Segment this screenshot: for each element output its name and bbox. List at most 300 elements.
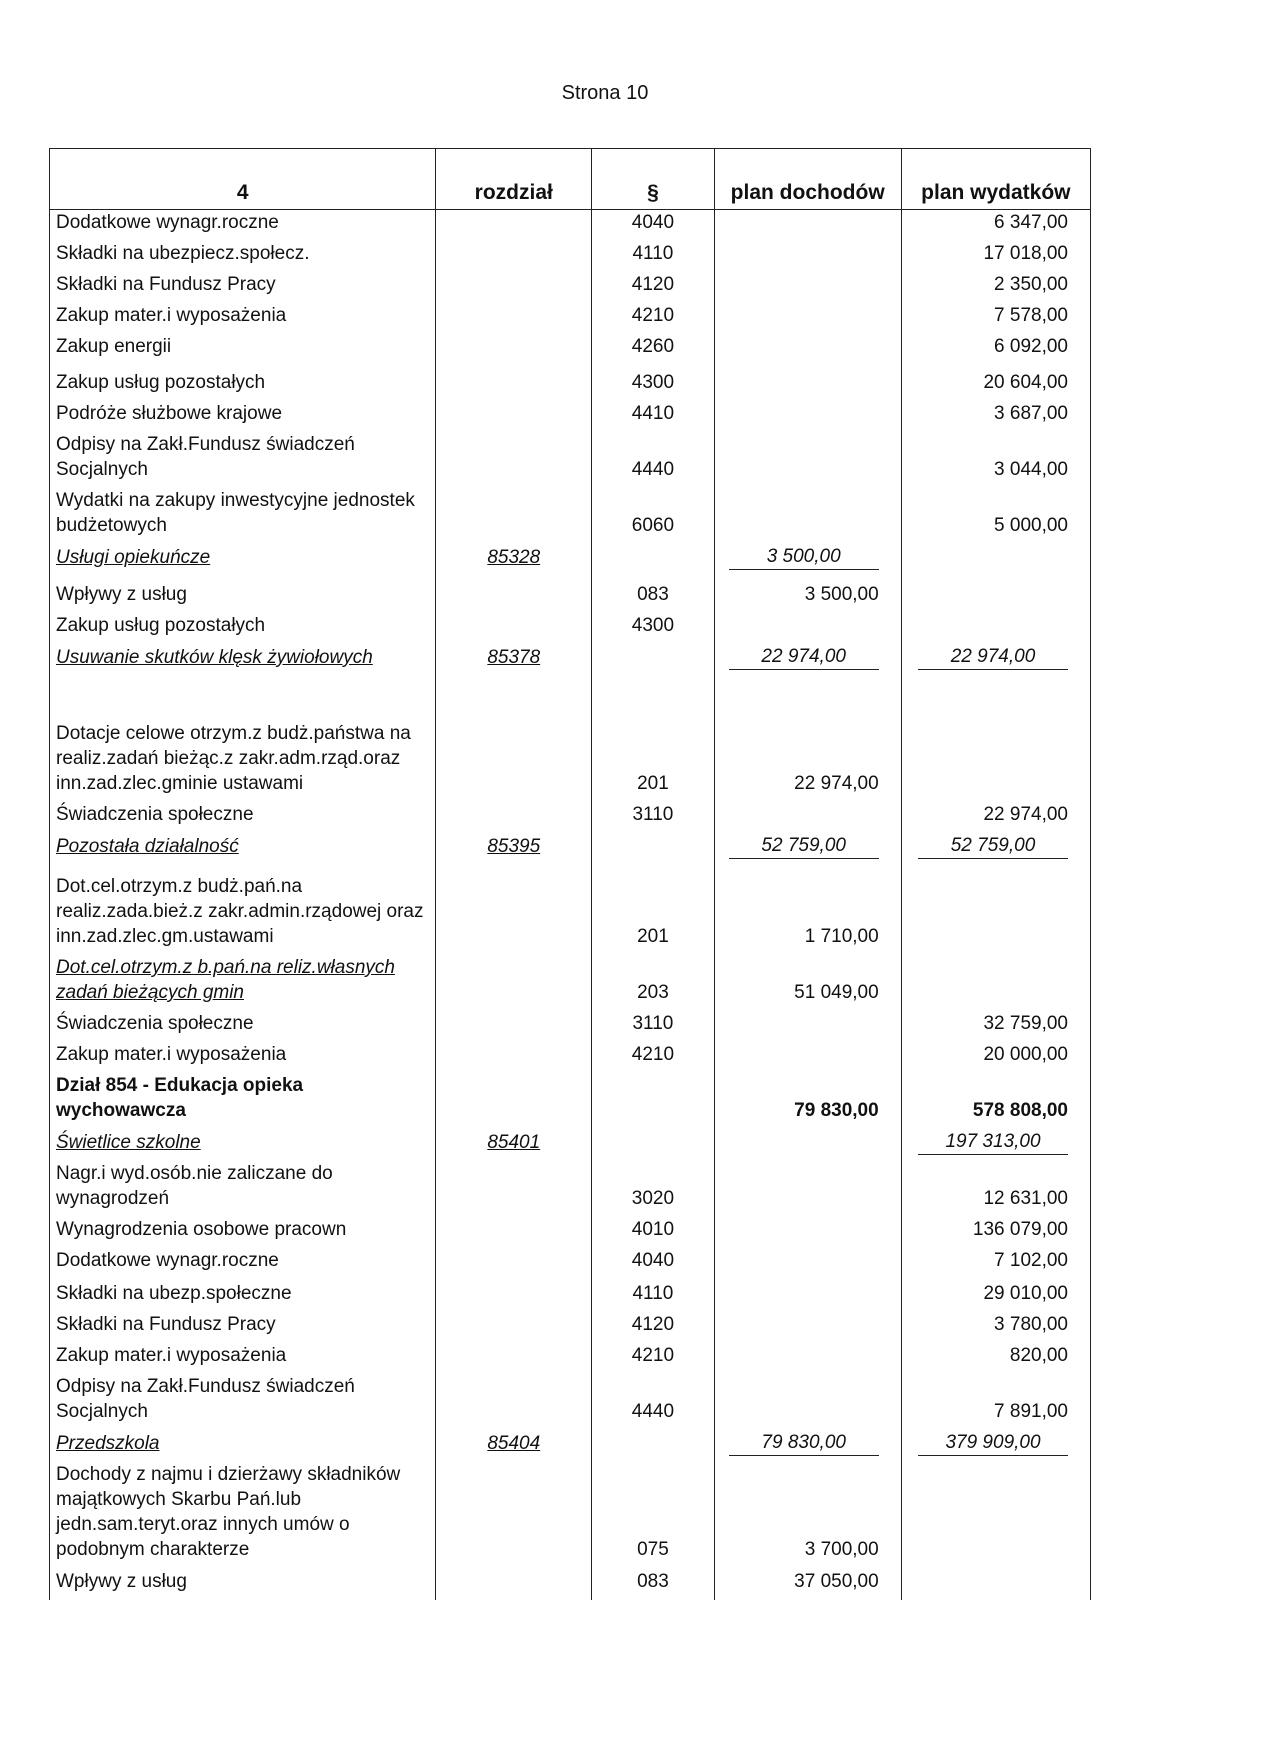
row-paragraph-cell: [592, 1343, 714, 1374]
row-rozdzial-cell-text: 85404: [487, 1433, 541, 1454]
table-row: [50, 544, 1091, 576]
row-plan-wydatkow-cell-text: 32 759,00: [983, 1013, 1068, 1034]
row-name-cell: [50, 802, 436, 833]
row-plan-wydatkow-cell-text: 379 909,00: [918, 1430, 1068, 1456]
row-rozdzial-cell: [436, 1042, 592, 1073]
budget-table: [49, 148, 1091, 1600]
row-plan-dochodow-cell: [714, 401, 901, 432]
row-plan-dochodow-cell: [714, 1430, 901, 1462]
row-plan-wydatkow-cell: [901, 955, 1090, 1011]
row-plan-dochodow-cell-text: 37 050,00: [794, 1571, 879, 1592]
row-paragraph-cell: [592, 210, 714, 242]
table-row: [50, 303, 1091, 334]
row-rozdzial-cell-text: 85401: [487, 1132, 541, 1153]
table-row: [50, 1430, 1091, 1462]
row-plan-dochodow-cell: [714, 1248, 901, 1279]
table-row: [50, 1248, 1091, 1279]
row-rozdzial-cell: [436, 1217, 592, 1248]
row-paragraph-cell: [592, 613, 714, 644]
row-plan-dochodow-cell: [714, 1374, 901, 1430]
table-row: [50, 1011, 1091, 1042]
row-plan-wydatkow-cell: [901, 544, 1090, 576]
row-name-cell-text: Zakup energii: [56, 336, 172, 357]
row-plan-wydatkow-cell: [901, 865, 1090, 955]
row-paragraph-cell: [592, 544, 714, 576]
row-name-cell: [50, 1073, 436, 1129]
row-plan-wydatkow-cell-text: 29 010,00: [983, 1283, 1068, 1304]
row-plan-wydatkow-cell: [901, 1462, 1090, 1568]
row-name-cell: [50, 241, 436, 272]
row-rozdzial-cell: [436, 488, 592, 544]
row-name-cell-text: Zakup usług pozostałych: [56, 615, 266, 636]
row-name-cell-text: Świadczenia społeczne: [56, 804, 254, 825]
row-plan-wydatkow-cell: [901, 613, 1090, 644]
row-plan-wydatkow-cell-text: 2 350,00: [994, 274, 1068, 295]
row-name-cell: [50, 1312, 436, 1343]
row-plan-wydatkow-cell-text: 3 044,00: [994, 459, 1068, 480]
row-rozdzial-cell: [436, 401, 592, 432]
row-plan-wydatkow-cell: [901, 334, 1090, 365]
table-row: [50, 334, 1091, 365]
row-plan-wydatkow-cell: [901, 1161, 1090, 1217]
row-name-cell-text: Wpływy z usług: [56, 1571, 187, 1592]
row-plan-wydatkow-cell-text: 5 000,00: [994, 515, 1068, 536]
row-name-cell: [50, 1343, 436, 1374]
row-name-cell: [50, 1462, 436, 1568]
row-rozdzial-cell: [436, 210, 592, 242]
row-plan-dochodow-cell: [714, 1011, 901, 1042]
row-name-cell: [50, 955, 436, 1011]
row-plan-wydatkow-cell-text: 17 018,00: [983, 243, 1068, 264]
row-name-cell: [50, 1279, 436, 1312]
row-name-cell-text: Podróże służbowe krajowe: [56, 403, 283, 424]
row-name-cell-text: Zakup mater.i wyposażenia: [56, 1044, 287, 1065]
row-plan-wydatkow-cell-text: 7 102,00: [994, 1250, 1068, 1271]
row-name-cell-text: Usługi opiekuńcze: [56, 547, 211, 568]
table-row: [50, 955, 1091, 1011]
row-paragraph-cell-text: 4440: [631, 459, 675, 480]
row-plan-wydatkow-cell: [901, 488, 1090, 544]
row-plan-dochodow-cell: [714, 365, 901, 401]
row-name-cell: [50, 613, 436, 644]
row-paragraph-cell: [592, 802, 714, 833]
row-name-cell-text: Odpisy na Zakł.Fundusz świadczeń Socjalnych: [56, 1376, 355, 1422]
row-name-cell: [50, 1430, 436, 1462]
row-plan-wydatkow-cell: [901, 1042, 1090, 1073]
row-rozdzial-cell: [436, 865, 592, 955]
row-name-cell-text: Dodatkowe wynagr.roczne: [56, 1250, 279, 1271]
row-plan-wydatkow-cell: [901, 1430, 1090, 1462]
header-paragraph: §: [592, 149, 714, 210]
row-paragraph-cell-text: 4210: [631, 1345, 675, 1366]
row-paragraph-cell-text: 4110: [632, 1283, 674, 1304]
row-plan-dochodow-cell: [714, 432, 901, 488]
row-plan-wydatkow-cell: [901, 1279, 1090, 1312]
row-rozdzial-cell: [436, 432, 592, 488]
row-rozdzial-cell: [436, 1279, 592, 1312]
row-paragraph-cell: [592, 1073, 714, 1129]
row-name-cell-text: Zakup mater.i wyposażenia: [56, 1345, 287, 1366]
row-paragraph-cell: [592, 1312, 714, 1343]
row-name-cell: [50, 272, 436, 303]
row-plan-dochodow-cell: [714, 303, 901, 334]
row-name-cell-text: Dział 854 - Edukacja opieka wychowawcza: [56, 1075, 304, 1121]
row-paragraph-cell: [592, 1374, 714, 1430]
row-plan-wydatkow-cell: [901, 644, 1090, 676]
table-row: [50, 865, 1091, 955]
row-name-cell-text: Świadczenia społeczne: [56, 1013, 254, 1034]
table-row: [50, 644, 1091, 676]
row-rozdzial-cell: [436, 1011, 592, 1042]
row-paragraph-cell: [592, 401, 714, 432]
row-plan-wydatkow-cell-text: 820,00: [1009, 1345, 1068, 1366]
table-row: [50, 613, 1091, 644]
row-plan-dochodow-cell: [714, 1568, 901, 1600]
row-rozdzial-cell: [436, 676, 592, 802]
row-paragraph-cell: [592, 1279, 714, 1312]
table-row: [50, 432, 1091, 488]
row-name-cell-text: Dot.cel.otrzym.z budż.pań.na realiz.zada.bież.z zakr.admin.rządowej oraz inn.zad.zlec.gm.ustawami: [56, 876, 424, 947]
row-paragraph-cell-text: 4210: [631, 305, 675, 326]
row-plan-wydatkow-cell-text: 6 092,00: [994, 336, 1068, 357]
row-plan-dochodow-cell: [714, 1312, 901, 1343]
table-row: [50, 1217, 1091, 1248]
row-paragraph-cell: [592, 1217, 714, 1248]
row-rozdzial-cell: [436, 1374, 592, 1430]
row-name-cell: [50, 1161, 436, 1217]
row-name-cell: [50, 1129, 436, 1161]
row-name-cell-text: Wydatki na zakupy inwestycyjne jednostek budżetowych: [56, 490, 415, 536]
row-plan-dochodow-cell-text: 79 830,00: [729, 1430, 879, 1456]
row-plan-dochodow-cell: [714, 1129, 901, 1161]
row-name-cell: [50, 210, 436, 242]
row-rozdzial-cell: [436, 303, 592, 334]
row-rozdzial-cell: [436, 1073, 592, 1129]
row-name-cell-text: Przedszkola: [56, 1433, 160, 1454]
header-rozdzial: rozdział: [436, 149, 592, 210]
row-plan-dochodow-cell-text: 3 700,00: [804, 1539, 879, 1560]
row-paragraph-cell-text: 3020: [631, 1188, 675, 1209]
row-paragraph-cell: [592, 488, 714, 544]
row-paragraph-cell-text: 4010: [631, 1219, 675, 1240]
row-paragraph-cell: [592, 865, 714, 955]
row-plan-dochodow-cell: [714, 210, 901, 242]
row-rozdzial-cell: [436, 576, 592, 613]
row-plan-wydatkow-cell: [901, 1343, 1090, 1374]
row-plan-wydatkow-cell: [901, 365, 1090, 401]
row-name-cell-text: Składki na Fundusz Pracy: [56, 1314, 276, 1335]
budget-table-container: [49, 148, 1091, 1600]
row-plan-wydatkow-cell: [901, 833, 1090, 865]
row-rozdzial-cell: [436, 1430, 592, 1462]
row-plan-wydatkow-cell-text: 197 313,00: [918, 1129, 1068, 1155]
table-row: [50, 676, 1091, 802]
row-paragraph-cell-text: 083: [637, 584, 669, 605]
table-row: [50, 365, 1091, 401]
row-name-cell: [50, 432, 436, 488]
row-plan-wydatkow-cell: [901, 1248, 1090, 1279]
row-rozdzial-cell: [436, 1129, 592, 1161]
row-name-cell: [50, 303, 436, 334]
row-plan-dochodow-cell-text: 51 049,00: [794, 982, 879, 1003]
row-paragraph-cell-text: 4440: [631, 1401, 675, 1422]
row-paragraph-cell: [592, 1129, 714, 1161]
row-paragraph-cell: [592, 576, 714, 613]
row-name-cell: [50, 644, 436, 676]
row-plan-dochodow-cell: [714, 1279, 901, 1312]
row-paragraph-cell: [592, 1462, 714, 1568]
row-name-cell: [50, 1011, 436, 1042]
row-plan-wydatkow-cell: [901, 1011, 1090, 1042]
row-paragraph-cell-text: 3110: [632, 1013, 674, 1034]
row-plan-wydatkow-cell: [901, 1217, 1090, 1248]
row-plan-wydatkow-cell-text: 52 759,00: [918, 833, 1068, 859]
row-paragraph-cell: [592, 1042, 714, 1073]
row-name-cell: [50, 1248, 436, 1279]
row-name-cell-text: Dochody z najmu i dzierżawy składników majątkowych Skarbu Pań.lub jedn.sam.teryt.oraz innych umów o podobnym charakterze: [56, 1464, 401, 1560]
row-paragraph-cell: [592, 241, 714, 272]
row-name-cell-text: Usuwanie skutków klęsk żywiołowych: [56, 647, 373, 668]
row-paragraph-cell-text: 201: [637, 926, 669, 947]
row-rozdzial-cell: [436, 544, 592, 576]
row-plan-dochodow-cell: [714, 613, 901, 644]
row-plan-wydatkow-cell-text: 136 079,00: [972, 1219, 1068, 1240]
row-name-cell-text: Wynagrodzenia osobowe pracown: [56, 1219, 347, 1240]
row-name-cell: [50, 401, 436, 432]
row-rozdzial-cell: [436, 272, 592, 303]
row-paragraph-cell: [592, 833, 714, 865]
table-body: [50, 210, 1091, 1601]
row-name-cell: [50, 676, 436, 802]
row-plan-dochodow-cell: [714, 241, 901, 272]
row-plan-dochodow-cell-text: 22 974,00: [729, 644, 879, 670]
page-title: Strona 10: [561, 82, 649, 104]
table-row: [50, 1129, 1091, 1161]
row-name-cell-text: Nagr.i wyd.osób.nie zaliczane do wynagrodzeń: [56, 1163, 333, 1209]
row-plan-dochodow-cell-text: 3 500,00: [804, 584, 879, 605]
row-plan-dochodow-cell: [714, 1161, 901, 1217]
row-name-cell: [50, 576, 436, 613]
row-paragraph-cell-text: 4110: [632, 243, 674, 264]
table-row: [50, 1462, 1091, 1568]
row-plan-dochodow-cell: [714, 833, 901, 865]
row-name-cell: [50, 365, 436, 401]
row-plan-dochodow-cell: [714, 676, 901, 802]
row-plan-dochodow-cell: [714, 644, 901, 676]
row-plan-dochodow-cell: [714, 488, 901, 544]
row-paragraph-cell-text: 4120: [631, 1314, 675, 1335]
row-plan-dochodow-cell: [714, 576, 901, 613]
row-rozdzial-cell: [436, 1462, 592, 1568]
row-rozdzial-cell: [436, 613, 592, 644]
row-plan-wydatkow-cell-text: 3 687,00: [994, 403, 1068, 424]
row-plan-wydatkow-cell: [901, 1129, 1090, 1161]
row-plan-wydatkow-cell: [901, 432, 1090, 488]
row-plan-wydatkow-cell-text: 20 000,00: [983, 1044, 1068, 1065]
row-name-cell-text: Zakup usług pozostałych: [56, 372, 266, 393]
row-paragraph-cell: [592, 365, 714, 401]
row-plan-dochodow-cell: [714, 1343, 901, 1374]
row-rozdzial-cell: [436, 955, 592, 1011]
row-rozdzial-cell: [436, 1568, 592, 1600]
row-paragraph-cell-text: 4040: [631, 1250, 675, 1271]
row-plan-dochodow-cell-text: 1 710,00: [804, 926, 879, 947]
table-row: [50, 210, 1091, 242]
row-plan-wydatkow-cell-text: 7 891,00: [994, 1401, 1068, 1422]
row-name-cell: [50, 833, 436, 865]
row-name-cell-text: Dotacje celowe otrzym.z budż.państwa na realiz.zadań bieżąc.z zakr.adm.rząd.oraz inn.zad.zlec.gminie ustawami: [56, 723, 411, 794]
row-paragraph-cell-text: 4260: [631, 336, 675, 357]
table-row: [50, 802, 1091, 833]
table-row: [50, 1568, 1091, 1600]
header-plan-dochodow: plan dochodów: [714, 149, 901, 210]
row-plan-wydatkow-cell-text: 578 808,00: [972, 1100, 1068, 1121]
row-rozdzial-cell: [436, 365, 592, 401]
row-name-cell-text: Składki na Fundusz Pracy: [56, 274, 276, 295]
row-plan-dochodow-cell: [714, 1462, 901, 1568]
row-plan-dochodow-cell: [714, 1217, 901, 1248]
row-paragraph-cell-text: 4210: [631, 1044, 675, 1065]
table-row: [50, 1312, 1091, 1343]
row-plan-dochodow-cell: [714, 802, 901, 833]
row-paragraph-cell-text: 4410: [631, 403, 675, 424]
row-rozdzial-cell: [436, 644, 592, 676]
row-name-cell-text: Dot.cel.otrzym.z b.pań.na reliz.własnych zadań bieżących gmin: [56, 957, 395, 1003]
row-plan-dochodow-cell-text: 3 500,00: [729, 544, 879, 570]
row-rozdzial-cell: [436, 1248, 592, 1279]
row-plan-dochodow-cell: [714, 955, 901, 1011]
header-plan-wydatkow: plan wydatków: [901, 149, 1090, 210]
row-paragraph-cell-text: 3110: [632, 804, 674, 825]
row-rozdzial-cell-text: 85395: [487, 836, 541, 857]
row-paragraph-cell: [592, 334, 714, 365]
row-plan-wydatkow-cell-text: 22 974,00: [983, 804, 1068, 825]
row-plan-dochodow-cell-text: 79 830,00: [794, 1100, 879, 1121]
table-header-row: [50, 149, 1091, 210]
table-row: [50, 1374, 1091, 1430]
row-paragraph-cell: [592, 1568, 714, 1600]
row-paragraph-cell: [592, 955, 714, 1011]
row-rozdzial-cell: [436, 1343, 592, 1374]
row-paragraph-cell-text: 4300: [631, 372, 675, 393]
row-paragraph-cell: [592, 1248, 714, 1279]
row-name-cell: [50, 1042, 436, 1073]
row-plan-dochodow-cell: [714, 1073, 901, 1129]
row-plan-wydatkow-cell: [901, 676, 1090, 802]
row-plan-dochodow-cell: [714, 865, 901, 955]
table-row: [50, 1343, 1091, 1374]
row-plan-wydatkow-cell: [901, 1073, 1090, 1129]
row-plan-wydatkow-cell-text: 6 347,00: [994, 212, 1068, 233]
row-rozdzial-cell: [436, 241, 592, 272]
row-paragraph-cell-text: 6060: [631, 515, 675, 536]
row-rozdzial-cell: [436, 1161, 592, 1217]
row-plan-wydatkow-cell-text: 20 604,00: [983, 372, 1068, 393]
row-plan-dochodow-cell: [714, 544, 901, 576]
row-paragraph-cell: [592, 1161, 714, 1217]
row-plan-wydatkow-cell-text: 12 631,00: [983, 1188, 1068, 1209]
row-name-cell-text: Składki na ubezp.społeczne: [56, 1283, 292, 1304]
row-paragraph-cell: [592, 272, 714, 303]
table-row: [50, 1073, 1091, 1129]
row-plan-wydatkow-cell: [901, 576, 1090, 613]
table-row: [50, 272, 1091, 303]
row-name-cell: [50, 488, 436, 544]
row-paragraph-cell: [592, 644, 714, 676]
row-name-cell-text: Pozostała działalność: [56, 836, 239, 857]
row-paragraph-cell-text: 4040: [631, 212, 675, 233]
row-paragraph-cell-text: 075: [637, 1539, 669, 1560]
row-rozdzial-cell: [436, 1312, 592, 1343]
row-paragraph-cell: [592, 303, 714, 334]
table-row: [50, 401, 1091, 432]
row-name-cell-text: Świetlice szkolne: [56, 1132, 201, 1153]
row-plan-dochodow-cell: [714, 272, 901, 303]
table-row: [50, 1279, 1091, 1312]
header-name: 4: [50, 149, 436, 210]
row-name-cell-text: Składki na ubezpiecz.społecz.: [56, 243, 310, 264]
table-row: [50, 241, 1091, 272]
row-plan-wydatkow-cell: [901, 802, 1090, 833]
table-row: [50, 1161, 1091, 1217]
row-name-cell: [50, 1374, 436, 1430]
row-paragraph-cell-text: 4300: [631, 615, 675, 636]
row-plan-wydatkow-cell: [901, 303, 1090, 334]
row-rozdzial-cell-text: 85328: [487, 547, 541, 568]
row-plan-wydatkow-cell: [901, 241, 1090, 272]
row-plan-wydatkow-cell-text: 7 578,00: [994, 305, 1068, 326]
row-plan-wydatkow-cell: [901, 1312, 1090, 1343]
row-rozdzial-cell-text: 85378: [487, 647, 541, 668]
row-paragraph-cell-text: 201: [637, 773, 669, 794]
table-row: [50, 576, 1091, 613]
row-paragraph-cell: [592, 676, 714, 802]
row-rozdzial-cell: [436, 833, 592, 865]
row-rozdzial-cell: [436, 334, 592, 365]
row-name-cell: [50, 334, 436, 365]
table-row: [50, 488, 1091, 544]
row-name-cell-text: Dodatkowe wynagr.roczne: [56, 212, 279, 233]
row-paragraph-cell-text: 203: [637, 982, 669, 1003]
row-paragraph-cell-text: 083: [637, 1571, 669, 1592]
row-plan-wydatkow-cell: [901, 1374, 1090, 1430]
row-name-cell: [50, 544, 436, 576]
row-plan-dochodow-cell-text: 22 974,00: [794, 773, 879, 794]
row-plan-dochodow-cell-text: 52 759,00: [729, 833, 879, 859]
row-name-cell-text: Wpływy z usług: [56, 584, 187, 605]
row-plan-wydatkow-cell-text: 22 974,00: [918, 644, 1068, 670]
row-name-cell: [50, 1217, 436, 1248]
row-plan-wydatkow-cell: [901, 272, 1090, 303]
row-name-cell-text: Odpisy na Zakł.Fundusz świadczeń Socjalnych: [56, 434, 355, 480]
row-paragraph-cell: [592, 1011, 714, 1042]
row-name-cell: [50, 865, 436, 955]
table-row: [50, 1042, 1091, 1073]
row-plan-wydatkow-cell: [901, 1568, 1090, 1600]
row-plan-wydatkow-cell: [901, 401, 1090, 432]
row-rozdzial-cell: [436, 802, 592, 833]
row-plan-dochodow-cell: [714, 334, 901, 365]
row-paragraph-cell: [592, 1430, 714, 1462]
row-plan-dochodow-cell: [714, 1042, 901, 1073]
row-paragraph-cell-text: 4120: [631, 274, 675, 295]
row-name-cell: [50, 1568, 436, 1600]
row-paragraph-cell: [592, 432, 714, 488]
row-name-cell-text: Zakup mater.i wyposażenia: [56, 305, 287, 326]
row-plan-wydatkow-cell: [901, 210, 1090, 242]
table-row: [50, 833, 1091, 865]
row-plan-wydatkow-cell-text: 3 780,00: [994, 1314, 1068, 1335]
